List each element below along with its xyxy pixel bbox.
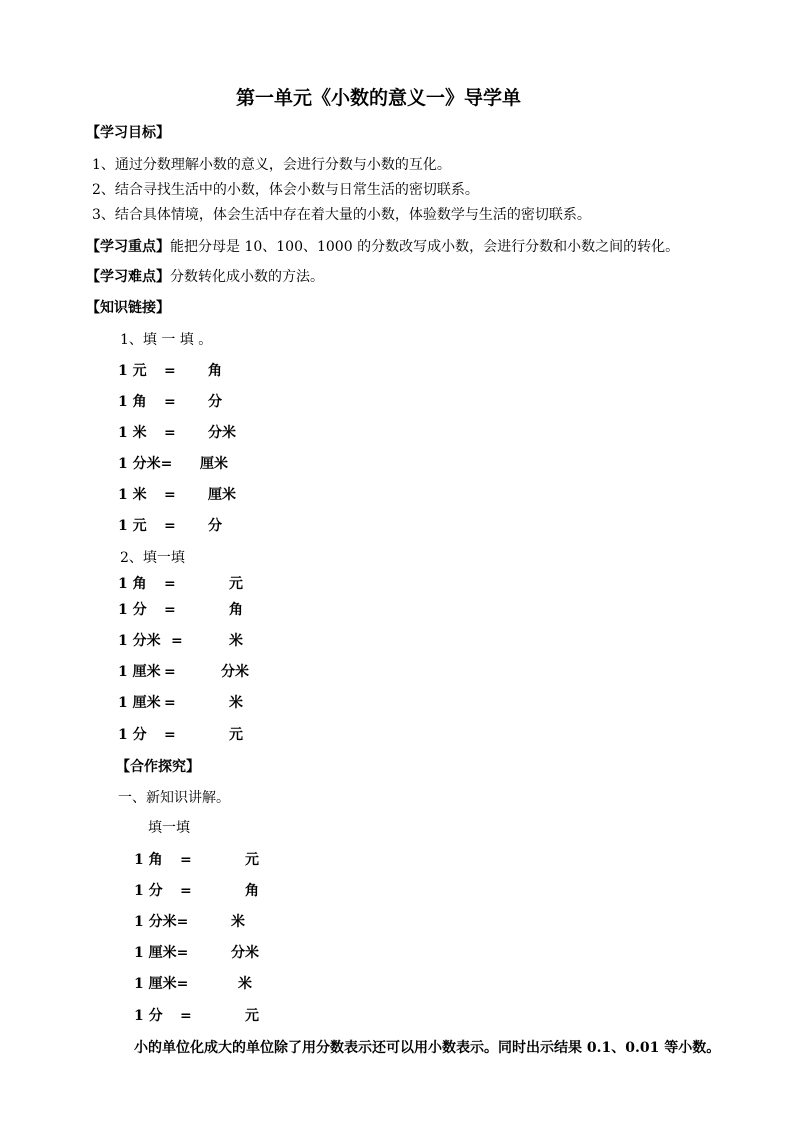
row-left: 1 角 <box>118 394 147 410</box>
row-unit: 分米 <box>231 945 259 961</box>
row-left: 1 米 <box>118 425 147 441</box>
exercise-2-row <box>0 694 794 712</box>
row-unit: 米 <box>238 976 252 992</box>
difficulty-text: 分数转化成小数的方法。 <box>170 269 324 285</box>
row-unit: 角 <box>229 602 243 618</box>
exercise-2-row <box>0 632 794 650</box>
row-left: 1 元 <box>118 363 147 379</box>
row-unit: 角 <box>208 363 222 379</box>
row-unit: 角 <box>245 883 259 899</box>
row-left: 1 分米= <box>118 456 173 472</box>
exercise-1-row <box>0 362 794 380</box>
row-equals: = <box>164 695 176 711</box>
explore-row <box>0 975 794 993</box>
row-equals: = <box>180 1008 192 1024</box>
row-left: 1 分 <box>118 727 147 743</box>
exercise-2-row <box>0 663 794 681</box>
key-point-text: 能把分母是 10、100、1000 的分数改写成小数，会进行分数和小数之间的转化。 <box>170 239 680 255</box>
row-left: 1 厘米 <box>118 695 161 711</box>
exercise-1-row <box>0 424 794 442</box>
page-title: 第一单元《小数的意义一》导学单 <box>236 87 522 109</box>
exercise-1-row <box>0 455 794 473</box>
row-unit: 分米 <box>221 664 249 680</box>
exercise-2-title: 2、填一填 <box>120 550 185 566</box>
row-equals: = <box>164 363 176 379</box>
row-unit: 米 <box>229 633 243 649</box>
row-equals: = <box>164 727 176 743</box>
row-equals: = <box>164 394 176 410</box>
explore-sub-title: 填一填 <box>148 820 190 836</box>
row-unit: 米 <box>231 914 245 930</box>
exercise-2-row <box>0 575 794 593</box>
row-left: 1 米 <box>118 487 147 503</box>
explore-row <box>0 944 794 962</box>
row-left: 1 角 <box>118 576 147 592</box>
row-equals: = <box>171 633 183 649</box>
row-left: 1 分米= <box>134 914 189 930</box>
row-equals: = <box>180 852 192 868</box>
goal-item-3: 3、结合具体情境，体会生活中存在着大量的小数，体验数学与生活的密切联系。 <box>92 207 591 223</box>
goal-item-2: 2、结合寻找生活中的小数，体会小数与日常生活的密切联系。 <box>92 182 479 198</box>
row-left: 1 元 <box>118 518 147 534</box>
row-unit: 厘米 <box>200 456 228 472</box>
difficulty-line <box>86 268 324 286</box>
row-unit: 元 <box>229 576 243 592</box>
row-unit: 元 <box>245 1008 259 1024</box>
row-left: 1 分 <box>134 883 163 899</box>
row-unit: 分米 <box>208 425 236 441</box>
row-equals: = <box>164 664 176 680</box>
explore-row <box>0 913 794 931</box>
row-unit: 元 <box>245 852 259 868</box>
knowledge-heading: 【知识链接】 <box>86 300 170 316</box>
exercise-1-row <box>0 486 794 504</box>
row-unit: 分 <box>208 394 222 410</box>
row-left: 1 分米 <box>118 633 161 649</box>
row-left: 1 分 <box>134 1008 163 1024</box>
exercise-2-row <box>0 726 794 744</box>
difficulty-label: 【学习难点】 <box>86 269 170 285</box>
row-equals: = <box>164 576 176 592</box>
row-unit: 厘米 <box>208 487 236 503</box>
exercise-2-row <box>0 601 794 619</box>
row-equals: = <box>164 518 176 534</box>
key-point-line <box>86 238 679 256</box>
explore-section-title: 一、新知识讲解。 <box>118 790 230 806</box>
exercise-1-row <box>0 393 794 411</box>
explore-row <box>0 882 794 900</box>
row-unit: 分 <box>208 518 222 534</box>
row-equals: = <box>164 425 176 441</box>
row-equals: = <box>164 602 176 618</box>
goals-heading: 【学习目标】 <box>86 125 170 141</box>
row-left: 1 厘米= <box>134 976 189 992</box>
row-left: 1 厘米= <box>134 945 189 961</box>
explore-row <box>0 1007 794 1025</box>
explore-row <box>0 851 794 869</box>
exercise-1-title: 1、填 一 填 。 <box>120 332 213 348</box>
row-left: 1 分 <box>118 602 147 618</box>
key-point-label: 【学习重点】 <box>86 239 170 255</box>
row-equals: = <box>164 487 176 503</box>
row-left: 1 厘米 <box>118 664 161 680</box>
row-unit: 米 <box>229 695 243 711</box>
goal-item-1: 1、通过分数理解小数的意义，会进行分数与小数的互化。 <box>92 157 451 173</box>
row-left: 1 角 <box>134 852 163 868</box>
exercise-1-row <box>0 517 794 535</box>
row-unit: 元 <box>229 727 243 743</box>
row-equals: = <box>180 883 192 899</box>
conclusion-text: 小的单位化成大的单位除了用分数表示还可以用小数表示。同时出示结果 0.1、0.01 等小数。 <box>134 1040 721 1056</box>
explore-heading: 【合作探究】 <box>116 759 200 775</box>
